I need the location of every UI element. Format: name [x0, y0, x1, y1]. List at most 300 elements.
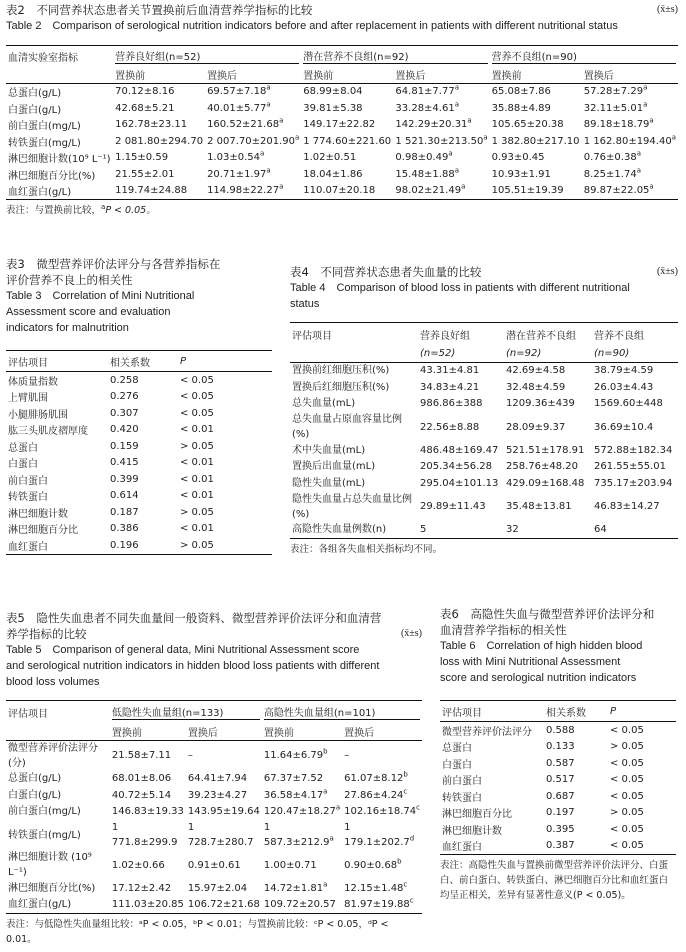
table2-cell-sup: a — [643, 100, 648, 109]
table4-row — [290, 522, 678, 539]
table4-cell — [290, 412, 418, 442]
table5-cell-text: 67.37±7.52 — [263, 773, 324, 785]
table5-caption — [6, 610, 422, 690]
table2-cell — [393, 166, 489, 183]
table2-cell — [582, 166, 678, 183]
table2-cell-text: 1.02±0.51 — [303, 152, 357, 164]
table5-cell-text: 1.00±0.71 — [263, 859, 317, 871]
table4-cell-text: 总失血量(mL) — [292, 398, 356, 410]
table5-cell-text: 36.58±4.17 — [263, 789, 324, 801]
table4-header-risk: 潜在营养不良组 — [504, 323, 592, 346]
table2-cell — [490, 183, 582, 200]
table2-cell — [582, 183, 678, 200]
table5-cell-text: 120.47±18.27 — [263, 806, 336, 818]
table6-cell — [544, 805, 608, 822]
table2-cell — [490, 166, 582, 183]
table5-cell — [110, 804, 186, 821]
table2-cell-sup: a — [279, 182, 284, 191]
table4-cell — [592, 362, 678, 379]
table5-cell-sup: c — [403, 787, 408, 796]
table3-cell-text: 0.159 — [110, 440, 139, 452]
table2-row — [6, 83, 678, 100]
table3-row — [6, 438, 272, 455]
table3-cell — [108, 438, 178, 455]
table6-cell-text: 0.197 — [546, 807, 575, 819]
table5-cell-text: 1.02±0.66 — [111, 859, 165, 871]
table2-cell — [582, 83, 678, 100]
table5-row-label-text: 血红蛋白(g/L) — [8, 899, 72, 911]
table3-header-item: 评估项目 — [6, 351, 108, 372]
table5-cell-text: 106.72±21.68 — [187, 899, 260, 911]
table3-header-coef: 相关系数 — [108, 351, 178, 372]
table2-cell-text: 1.03±0.54 — [207, 152, 260, 164]
table2-cell-sup: a — [266, 100, 271, 109]
table2-cell-sup: a — [266, 83, 271, 92]
table2-cell-text: 2 081.80±294.70 — [115, 135, 204, 147]
table4-cell-text: 295.04±101.13 — [420, 477, 499, 489]
table6-cell — [440, 772, 544, 789]
table3-cell-text: 0.187 — [110, 506, 139, 518]
table2-row-label-text: 血红蛋白(g/L) — [8, 187, 72, 199]
table2-cell-text: 35.88±4.89 — [491, 102, 551, 114]
table2-row-label-text: 淋巴细胞计数(10⁹ L⁻¹) — [8, 154, 111, 166]
table5-row — [6, 740, 422, 771]
table2-cell-text: 69.57±7.18 — [207, 86, 267, 98]
table2-cell-text: 8.25±1.74 — [583, 168, 637, 180]
table5-row-label — [6, 771, 110, 788]
table6-cell — [544, 838, 608, 855]
table5-cell — [262, 880, 342, 897]
table2-cell — [582, 150, 678, 167]
table3-cell-text: < 0.01 — [180, 473, 214, 485]
table5-cell-text: 1 587.3±212.9 — [263, 822, 330, 848]
table2-cell — [393, 100, 489, 117]
table2-cell-text: 0.76±0.38 — [583, 152, 637, 164]
table5-cell-text: 0.91±0.61 — [187, 859, 241, 871]
table5-cell-text: 17.12±2.42 — [111, 882, 172, 894]
table5-cell-text: 1 728.7±280.7 — [187, 822, 254, 848]
table5-cell-text: 81.97±19.88 — [344, 899, 410, 911]
table6-cell — [608, 739, 676, 756]
table5-cell-text: – — [187, 750, 193, 761]
table5-title-zh-2: 养学指标的比较 — [6, 627, 87, 641]
table5-cell-text: 12.15±1.48 — [344, 882, 404, 894]
table3-cell — [6, 372, 108, 389]
table6-row — [440, 805, 676, 822]
table2-note — [6, 203, 678, 218]
table2-cell-sup: a — [461, 182, 466, 191]
table5-cell-text: – — [344, 750, 350, 761]
table6-cell — [544, 755, 608, 772]
table2-sub-after: 置换后 — [393, 66, 489, 83]
table6-cell-text: 0.588 — [546, 724, 575, 736]
table6-cell — [440, 821, 544, 838]
table4-cell — [418, 396, 504, 413]
table2-cell-text: 40.01±5.77 — [207, 102, 267, 114]
table5-row-label — [6, 897, 110, 914]
table5-cell — [186, 850, 262, 880]
table2-cell — [301, 150, 393, 167]
table5-cell — [342, 787, 422, 804]
table2-cell — [393, 133, 489, 150]
table6-title-en-3: score and serological nutrition indicators — [440, 672, 637, 684]
table3-cell-text: 0.420 — [110, 424, 139, 436]
table6-header-p: P — [608, 701, 676, 722]
table2-row-label — [6, 166, 113, 183]
table3-cell — [178, 455, 272, 472]
table6-cell — [608, 772, 676, 789]
table3-row — [6, 405, 272, 422]
table5-cell-sup: d — [409, 834, 415, 843]
table2-cell-sup: a — [483, 133, 488, 142]
table4-cell-text: 261.55±55.01 — [594, 461, 666, 473]
table5-title-en-3: blood loss volumes — [6, 676, 100, 688]
table4-unit: (x̄±s) — [656, 266, 678, 277]
table3-cell — [6, 455, 108, 472]
table3-cell-text: 肱三头肌皮褶厚度 — [8, 426, 88, 438]
table6-cell — [544, 788, 608, 805]
table5-row-label-text: 前白蛋白(mg/L) — [8, 806, 81, 818]
table2-cell-text: 89.87±22.05 — [583, 185, 650, 197]
table5-cell — [262, 820, 342, 850]
table4-row — [290, 459, 678, 476]
table4-cell-text: 术中失血量(mL) — [292, 444, 366, 456]
table5-cell-sup: c — [403, 880, 408, 889]
table2-cell-text: 33.28±4.61 — [395, 102, 455, 114]
table2-title-zh: 表2 不同营养状态患者关节置换前后血清营养学指标的比较 — [6, 3, 313, 17]
table3-row — [6, 471, 272, 488]
table4-title-en-2: status — [290, 298, 320, 310]
table5-row-label-text: 白蛋白(g/L) — [8, 789, 62, 801]
table5-cell — [262, 771, 342, 788]
table5-cell — [342, 804, 422, 821]
table4-cell — [592, 522, 678, 539]
table2-cell — [113, 133, 205, 150]
table6-cell — [608, 722, 676, 739]
table3-cell — [178, 422, 272, 439]
table3-cell — [108, 504, 178, 521]
table2-cell — [582, 100, 678, 117]
table4-cell-text: 36.69±10.4 — [594, 421, 654, 433]
table5-group-low: 低隐性失血量组(n=133) — [112, 704, 260, 720]
table4-cell-text: 置换后出血量(mL) — [292, 461, 376, 473]
table2-cell-sup: a — [266, 166, 271, 175]
table2-cell — [205, 133, 301, 150]
table2-cell-sup: a — [448, 149, 453, 158]
table3-cell-text: > 0.05 — [180, 506, 214, 518]
table5-cell — [186, 740, 262, 771]
table2-cell-text: 21.55±2.01 — [115, 168, 175, 180]
table3-caption — [6, 256, 276, 336]
table4-cell-text: 735.17±203.94 — [594, 477, 673, 489]
table3-cell — [6, 537, 108, 554]
table4-cell — [504, 396, 592, 413]
table4-cell-text: 32.48±4.59 — [506, 381, 566, 393]
table2-caption — [6, 2, 678, 34]
table3-cell — [178, 438, 272, 455]
table2-cell — [205, 150, 301, 167]
table5-cell-text: 64.41±7.94 — [187, 773, 248, 785]
table5-cell-text: 102.16±18.74 — [344, 806, 417, 818]
table4-cell — [504, 475, 592, 492]
table2-cell — [582, 117, 678, 134]
table3-cell — [108, 372, 178, 389]
table3-row — [6, 455, 272, 472]
table5-title-en-1: Table 5 Comparison of general data, Mini Nutritional Assessment score — [6, 644, 360, 656]
table2-cell — [301, 133, 393, 150]
table2-cell-sup: a — [671, 133, 676, 142]
table5-cell-text: 15.97±2.04 — [187, 882, 248, 894]
table5-cell-text: 109.72±20.57 — [263, 899, 336, 911]
table6-cell-text: < 0.05 — [610, 840, 644, 852]
table4-cell — [418, 492, 504, 522]
table6-cell — [608, 838, 676, 855]
table3-cell-text: > 0.05 — [180, 539, 214, 551]
table4-cell — [504, 492, 592, 522]
table2-cell — [113, 150, 205, 167]
table6-cell-text: 0.687 — [546, 790, 575, 802]
table4-n-good: (n=52) — [418, 345, 504, 362]
table4-cell — [592, 396, 678, 413]
table5-sub-before: 置换前 — [262, 723, 342, 740]
table3-cell-text: 体质量指数 — [8, 376, 58, 388]
table2 — [6, 45, 678, 218]
table5-cell-text: 146.83±19.33 — [111, 806, 184, 818]
table3-cell-text: < 0.05 — [180, 391, 214, 403]
table4-n-mal: (n=90) — [592, 345, 678, 362]
table3-row — [6, 537, 272, 554]
table5-cell-text: 39.23±4.27 — [187, 789, 248, 801]
table4-cell-text: 1209.36±439 — [506, 398, 575, 410]
table4-title-zh: 表4 不同营养状态患者失血量的比较 — [290, 265, 482, 279]
table5-row-label — [6, 820, 110, 850]
table2-cell-sup: a — [454, 100, 459, 109]
table4-cell — [592, 379, 678, 396]
table2-cell-sup: a — [454, 166, 459, 175]
table6-cell-text: 0.587 — [546, 757, 575, 769]
table3-cell-text: 淋巴细胞百分比 — [8, 525, 78, 537]
table3-cell-text: 白蛋白 — [8, 459, 38, 471]
table2-group-0: 营养良好组(n=52) — [115, 48, 299, 64]
table5-cell-sup: b — [323, 747, 328, 756]
table3-cell — [178, 488, 272, 505]
table6-cell-text: 0.395 — [546, 823, 575, 835]
table2-note-text: 表注：与置换前比较， — [6, 205, 102, 216]
table6-row — [440, 772, 676, 789]
table6-note: 表注：高隐性失血与置换前微型营养评价法评分、白蛋白、前白蛋白、转铁蛋白、淋巴细胞百分比和血红蛋白均呈正相关，差异有显著性意义(P < 0.05)。 — [440, 860, 669, 901]
table4-cell-text: 258.76±48.20 — [506, 461, 578, 473]
table6-cell — [544, 772, 608, 789]
table3-cell — [178, 389, 272, 406]
table4-row — [290, 475, 678, 492]
table6-row — [440, 821, 676, 838]
table4-cell-text: 43.31±4.81 — [420, 365, 480, 377]
table5-cell — [186, 804, 262, 821]
table5-row — [6, 850, 422, 880]
table6-cell-text: 白蛋白 — [442, 759, 472, 771]
table5-cell-sup: c — [409, 896, 414, 905]
table3-cell-text: < 0.01 — [180, 424, 214, 436]
table2-row — [6, 166, 678, 183]
table4-cell-text: 42.69±4.58 — [506, 365, 566, 377]
table3-cell — [108, 405, 178, 422]
table2-row — [6, 183, 678, 200]
table5-row-label-text: 淋巴细胞百分比(%) — [8, 882, 96, 894]
table3-cell — [178, 521, 272, 538]
table4-row — [290, 396, 678, 413]
table5-row — [6, 787, 422, 804]
table2-cell — [490, 100, 582, 117]
table6-cell-text: < 0.05 — [610, 757, 644, 769]
table4-cell-text: 486.48±169.47 — [420, 444, 499, 456]
table6-title-zh-2: 血清营养学指标的相关性 — [440, 623, 567, 637]
table2-cell — [393, 183, 489, 200]
table3-cell-text: 血红蛋白 — [8, 541, 48, 553]
table3-cell-text: > 0.05 — [180, 440, 214, 452]
table3-cell — [6, 488, 108, 505]
table5-cell — [186, 771, 262, 788]
table5-cell-text: 0.90±0.68 — [344, 859, 398, 871]
table6-row — [440, 739, 676, 756]
table6-header-coef: 相关系数 — [544, 701, 608, 722]
table5-cell-text: 111.03±20.85 — [111, 899, 184, 911]
table4-cell-text: 置换前红细胞压积(%) — [292, 365, 390, 377]
table2-cell — [393, 117, 489, 134]
table5-cell — [110, 850, 186, 880]
table3-cell-text: 0.415 — [110, 457, 139, 469]
table2-row-label-text: 前白蛋白(mg/L) — [8, 121, 81, 133]
table2-row-label-text: 白蛋白(g/L) — [8, 104, 62, 116]
table3-title-zh-2: 评价营养不良上的相关性 — [6, 273, 133, 287]
table3-cell-text: 转铁蛋白 — [8, 492, 48, 504]
table5-cell — [342, 880, 422, 897]
table3-row — [6, 422, 272, 439]
table2-cell-sup: a — [294, 133, 300, 142]
table6-cell-text: < 0.05 — [610, 724, 644, 736]
table4-cell-text: 205.34±56.28 — [420, 461, 492, 473]
table6-cell-text: < 0.05 — [610, 823, 644, 835]
table2-row-label-text: 总蛋白(g/L) — [8, 88, 62, 100]
table4-cell-text: 28.09±9.37 — [506, 421, 566, 433]
table6-cell — [608, 755, 676, 772]
table6-row — [440, 788, 676, 805]
table3-cell-text: < 0.01 — [180, 457, 214, 469]
table2-row — [6, 150, 678, 167]
table4-row — [290, 442, 678, 459]
table4-cell-text: 46.83±14.27 — [594, 501, 660, 512]
table6-cell-text: 微型营养评价法评分 — [442, 726, 532, 738]
table5-title-en-2: and serological nutrition indicators in hidden blood loss patients with different — [6, 660, 380, 672]
table5-cell — [342, 740, 422, 771]
table2-note-sup: a — [101, 202, 106, 211]
table4-n-risk: (n=92) — [504, 345, 592, 362]
table2-cell — [490, 150, 582, 167]
table4-row — [290, 492, 678, 522]
table4-cell-text: 5 — [420, 524, 427, 536]
table5-cell — [110, 771, 186, 788]
table3-row — [6, 372, 272, 389]
table2-cell-text: 0.93±0.45 — [491, 152, 545, 164]
table6-header-item: 评估项目 — [440, 701, 544, 722]
table4-cell-text: 22.56±8.88 — [420, 421, 480, 433]
table4-cell — [290, 522, 418, 539]
table3-cell-text: 0.258 — [110, 374, 139, 386]
table4-header-item: 评估项目 — [290, 323, 418, 346]
table6-cell-text: 血红蛋白 — [442, 842, 482, 854]
table4-cell — [418, 412, 504, 442]
table2-cell — [490, 117, 582, 134]
table4-cell — [290, 459, 418, 476]
table5-row-label — [6, 804, 110, 821]
table3-cell-text: 0.399 — [110, 473, 139, 485]
table5-cell-text: 68.01±8.06 — [111, 773, 172, 785]
table5-row — [6, 804, 422, 821]
table5-row — [6, 880, 422, 897]
table4-cell-text: 高隐性失血量例数(n) — [292, 524, 387, 536]
table5-cell — [342, 771, 422, 788]
table5-cell-sup: a — [335, 803, 341, 812]
table5-row-label-text: 淋巴细胞计数 (10⁹ L⁻¹) — [8, 852, 92, 878]
table4-cell-text: 隐性失血量(mL) — [292, 477, 366, 489]
table2-cell-text: 64.81±7.77 — [395, 86, 455, 98]
table3-cell — [108, 389, 178, 406]
table6-cell — [440, 755, 544, 772]
table5-cell-text: 14.72±1.81 — [263, 882, 324, 894]
table3-title-en-1: Table 3 Correlation of Mini Nutritional — [6, 290, 195, 302]
table5-cell — [186, 880, 262, 897]
table5-note: 表注：与低隐性失血量组比较：ᵃP < 0.05，ᵇP < 0.01；与置换前比较：ᶜP < 0.05，ᵈP < 0.01。 — [6, 919, 389, 945]
table6-cell — [440, 805, 544, 822]
table5-cell-text: 1 179.1±202.7 — [344, 822, 410, 848]
table2-cell-text: 15.48±1.88 — [395, 168, 455, 180]
table2-row-label-text: 淋巴细胞百分比(%) — [8, 170, 96, 182]
table4-cell-text: 34.83±4.21 — [420, 381, 480, 393]
table6-row — [440, 838, 676, 855]
table4-cell — [504, 362, 592, 379]
table3-cell — [108, 455, 178, 472]
table2-cell — [301, 183, 393, 200]
table2-unit: (x̄±s) — [656, 4, 678, 15]
table2-cell-text: 105.65±20.38 — [491, 119, 564, 131]
table5-row — [6, 820, 422, 850]
table5-cell-sup: c — [416, 803, 420, 812]
table5-cell — [186, 787, 262, 804]
table4-cell — [418, 522, 504, 539]
table5-sub-before: 置换前 — [110, 723, 186, 740]
table2-cell-text: 1 774.60±221.60 — [303, 135, 392, 147]
table6-cell — [440, 838, 544, 855]
table3-cell — [6, 438, 108, 455]
table3-row — [6, 389, 272, 406]
table5-cell — [110, 740, 186, 771]
table2-cell-text: 142.29±20.31 — [395, 119, 468, 131]
table4-cell — [592, 412, 678, 442]
table6-cell — [608, 788, 676, 805]
table2-row — [6, 100, 678, 117]
table5-cell-text: 40.72±5.14 — [111, 789, 172, 801]
table2-cell-sup: a — [259, 149, 265, 158]
table2-cell — [301, 166, 393, 183]
table2-cell-text: 57.28±7.29 — [583, 86, 644, 98]
table6-cell-text: 前白蛋白 — [442, 776, 482, 788]
table4-cell — [290, 492, 418, 522]
table2-sub-before: 置换前 — [113, 66, 205, 83]
table5-cell — [110, 820, 186, 850]
table2-cell-text: 114.98±22.27 — [207, 185, 280, 197]
table2-cell-text: 18.04±1.86 — [303, 168, 363, 180]
table3-cell — [108, 471, 178, 488]
table2-cell-sup: a — [636, 166, 641, 175]
